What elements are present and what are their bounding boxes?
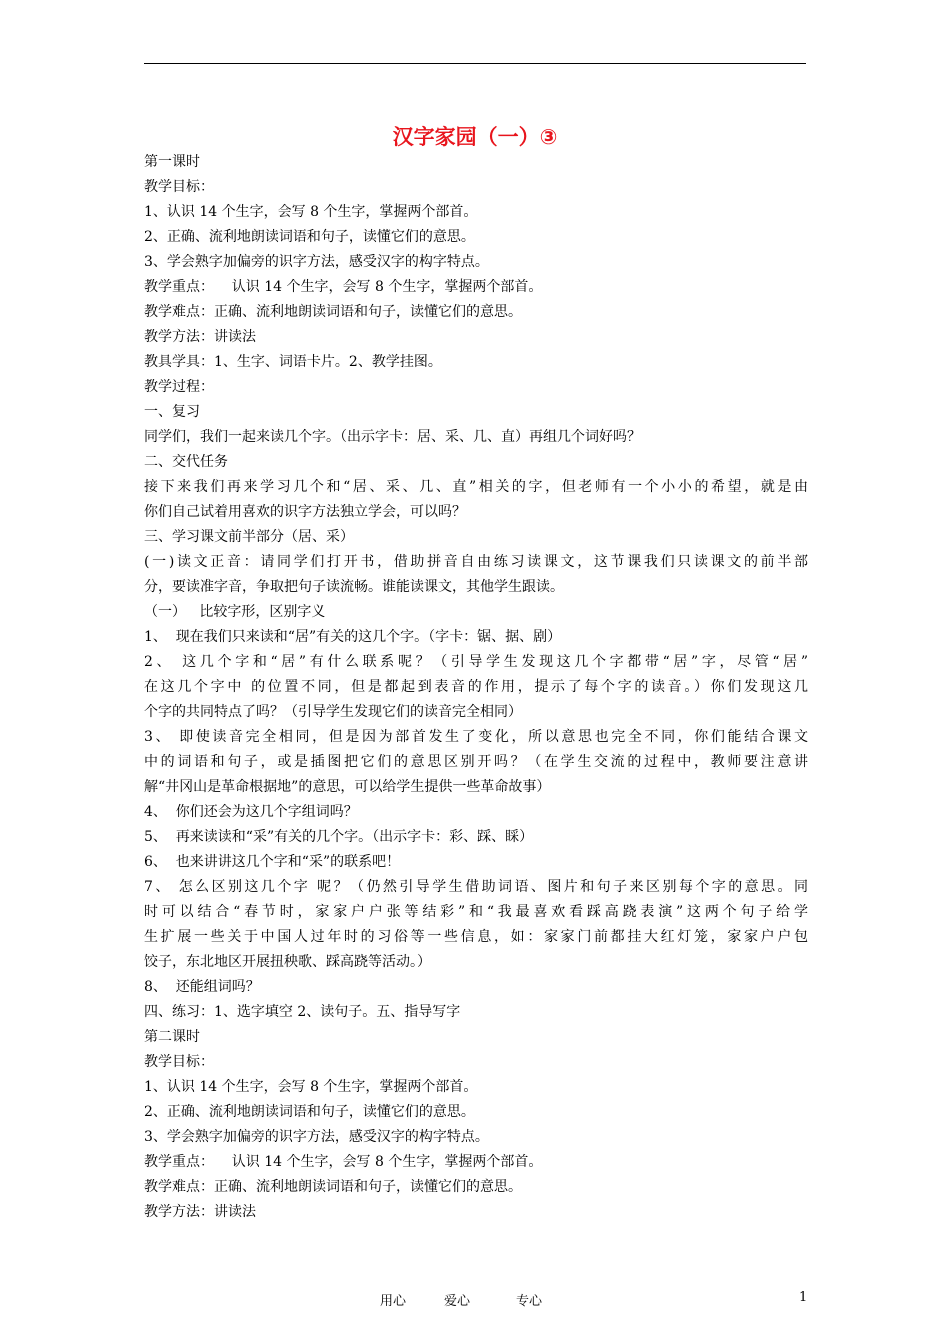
text-line: 第一课时 xyxy=(144,154,200,170)
text-line: 5、 再来读读和“采”有关的几个字。（出示字卡：彩、踩、睬） xyxy=(144,829,534,845)
text-line: 四、练习：1、选字填空 2、读句子。五、指导写字 xyxy=(144,1004,461,1020)
text-line: 教学目标： xyxy=(144,1054,214,1070)
document-title: 汉字家园（一）③ xyxy=(392,125,558,149)
text-line: 你们自己试着用喜欢的识字方法独立学会，可以吗？ xyxy=(144,504,466,520)
text-line: 同学们，我们一起来读几个字。（出示字卡：居、采、几、直）再组几个词好吗？ xyxy=(144,429,641,445)
text-line: 1、 现在我们只来读和“居”有关的这几个字。（字卡：锯、据、剧） xyxy=(144,629,562,645)
text-line: 8、 还能组词吗？ xyxy=(144,979,260,995)
header-rule xyxy=(144,63,806,64)
footer-motto-1: 用心 xyxy=(380,1294,407,1309)
text-line: 1、认识 14 个生字，会写 8 个生字，掌握两个部首。 xyxy=(144,1079,478,1095)
text-line: 教学方法：讲读法 xyxy=(144,329,256,345)
text-line: 3、 即使读音完全相同，但是因为部首发生了变化，所以意思也完全不同，你们能结合课文 xyxy=(144,729,808,745)
text-line: 解“井冈山是革命根据地”的意思，可以给学生提供一些革命故事） xyxy=(144,779,551,795)
page-number: 1 xyxy=(799,1290,808,1305)
text-line: 一、复习 xyxy=(144,404,200,420)
text-line: 教学目标： xyxy=(144,179,214,195)
text-line: （一） 比较字形，区别字义 xyxy=(144,604,326,620)
text-line: 时可以结合“春节时，家家户户张等结彩”和“我最喜欢看踩高跷表演”这两个句子给学 xyxy=(144,904,808,920)
text-line: 在这几个字中 的位置不同，但是都起到表音的作用，提示了每个字的读音。）你们发现这几 xyxy=(144,679,808,695)
text-line: 6、 也来讲讲这几个字和“采”的联系吧！ xyxy=(144,854,401,870)
text-line: 3、学会熟字加偏旁的识字方法，感受汉字的构字特点。 xyxy=(144,1129,489,1145)
text-line: 2、正确、流利地朗读词语和句子，读懂它们的意思。 xyxy=(144,229,475,245)
text-line: 4、 你们还会为这几个字组词吗？ xyxy=(144,804,358,820)
text-line: 教学重点： 认识 14 个生字，会写 8 个生字，掌握两个部首。 xyxy=(144,279,543,295)
text-line: 3、学会熟字加偏旁的识字方法，感受汉字的构字特点。 xyxy=(144,254,489,270)
text-line: 三、学习课文前半部分（居、采） xyxy=(144,529,354,545)
text-line: 二、交代任务 xyxy=(144,454,228,470)
text-line: 教学难点：正确、流利地朗读词语和句子，读懂它们的意思。 xyxy=(144,304,522,320)
footer-motto-2: 爱心 xyxy=(444,1294,471,1309)
text-line: (一)读文正音：请同学们打开书，借助拼音自由练习读课文，这节课我们只读课文的前半部 xyxy=(144,554,808,570)
text-line: 7、 怎么区别这几个字 呢？（仍然引导学生借助词语、图片和句子来区别每个字的意思。同 xyxy=(144,879,808,895)
text-line: 个字的共同特点了吗？（引导学生发现它们的读音完全相同） xyxy=(144,704,522,720)
text-line: 生扩展一些关于中国人过年时的习俗等一些信息，如：家家门前都挂大红灯笼，家家户户包 xyxy=(144,929,808,945)
text-line: 教学过程： xyxy=(144,379,214,395)
footer-motto-3: 专心 xyxy=(516,1294,543,1309)
document-body xyxy=(144,150,808,1225)
text-line: 教具学具：1、生字、词语卡片。2、教学挂图。 xyxy=(144,354,442,370)
text-line: 教学重点： 认识 14 个生字，会写 8 个生字，掌握两个部首。 xyxy=(144,1154,543,1170)
text-line: 第二课时 xyxy=(144,1029,200,1045)
text-line: 中的词语和句子，或是插图把它们的意思区别开吗？（在学生交流的过程中，教师要注意讲 xyxy=(144,754,808,770)
text-line: 分，要读准字音，争取把句子读流畅。谁能读课文，其他学生跟读。 xyxy=(144,579,564,595)
text-line: 饺子，东北地区开展扭秧歌、踩高跷等活动。） xyxy=(144,954,431,970)
text-line: 1、认识 14 个生字，会写 8 个生字，掌握两个部首。 xyxy=(144,204,478,220)
text-line: 接下来我们再来学习几个和“居、采、几、直”相关的字，但老师有一个小小的希望，就是由 xyxy=(144,479,808,495)
text-line: 教学难点：正确、流利地朗读词语和句子，读懂它们的意思。 xyxy=(144,1179,522,1195)
text-line: 教学方法：讲读法 xyxy=(144,1204,256,1220)
text-line: 2、 这几个字和“居”有什么联系呢？（引导学生发现这几个字都带“居”字，尽管“居” xyxy=(144,654,808,670)
text-line: 2、正确、流利地朗读词语和句子，读懂它们的意思。 xyxy=(144,1104,475,1120)
